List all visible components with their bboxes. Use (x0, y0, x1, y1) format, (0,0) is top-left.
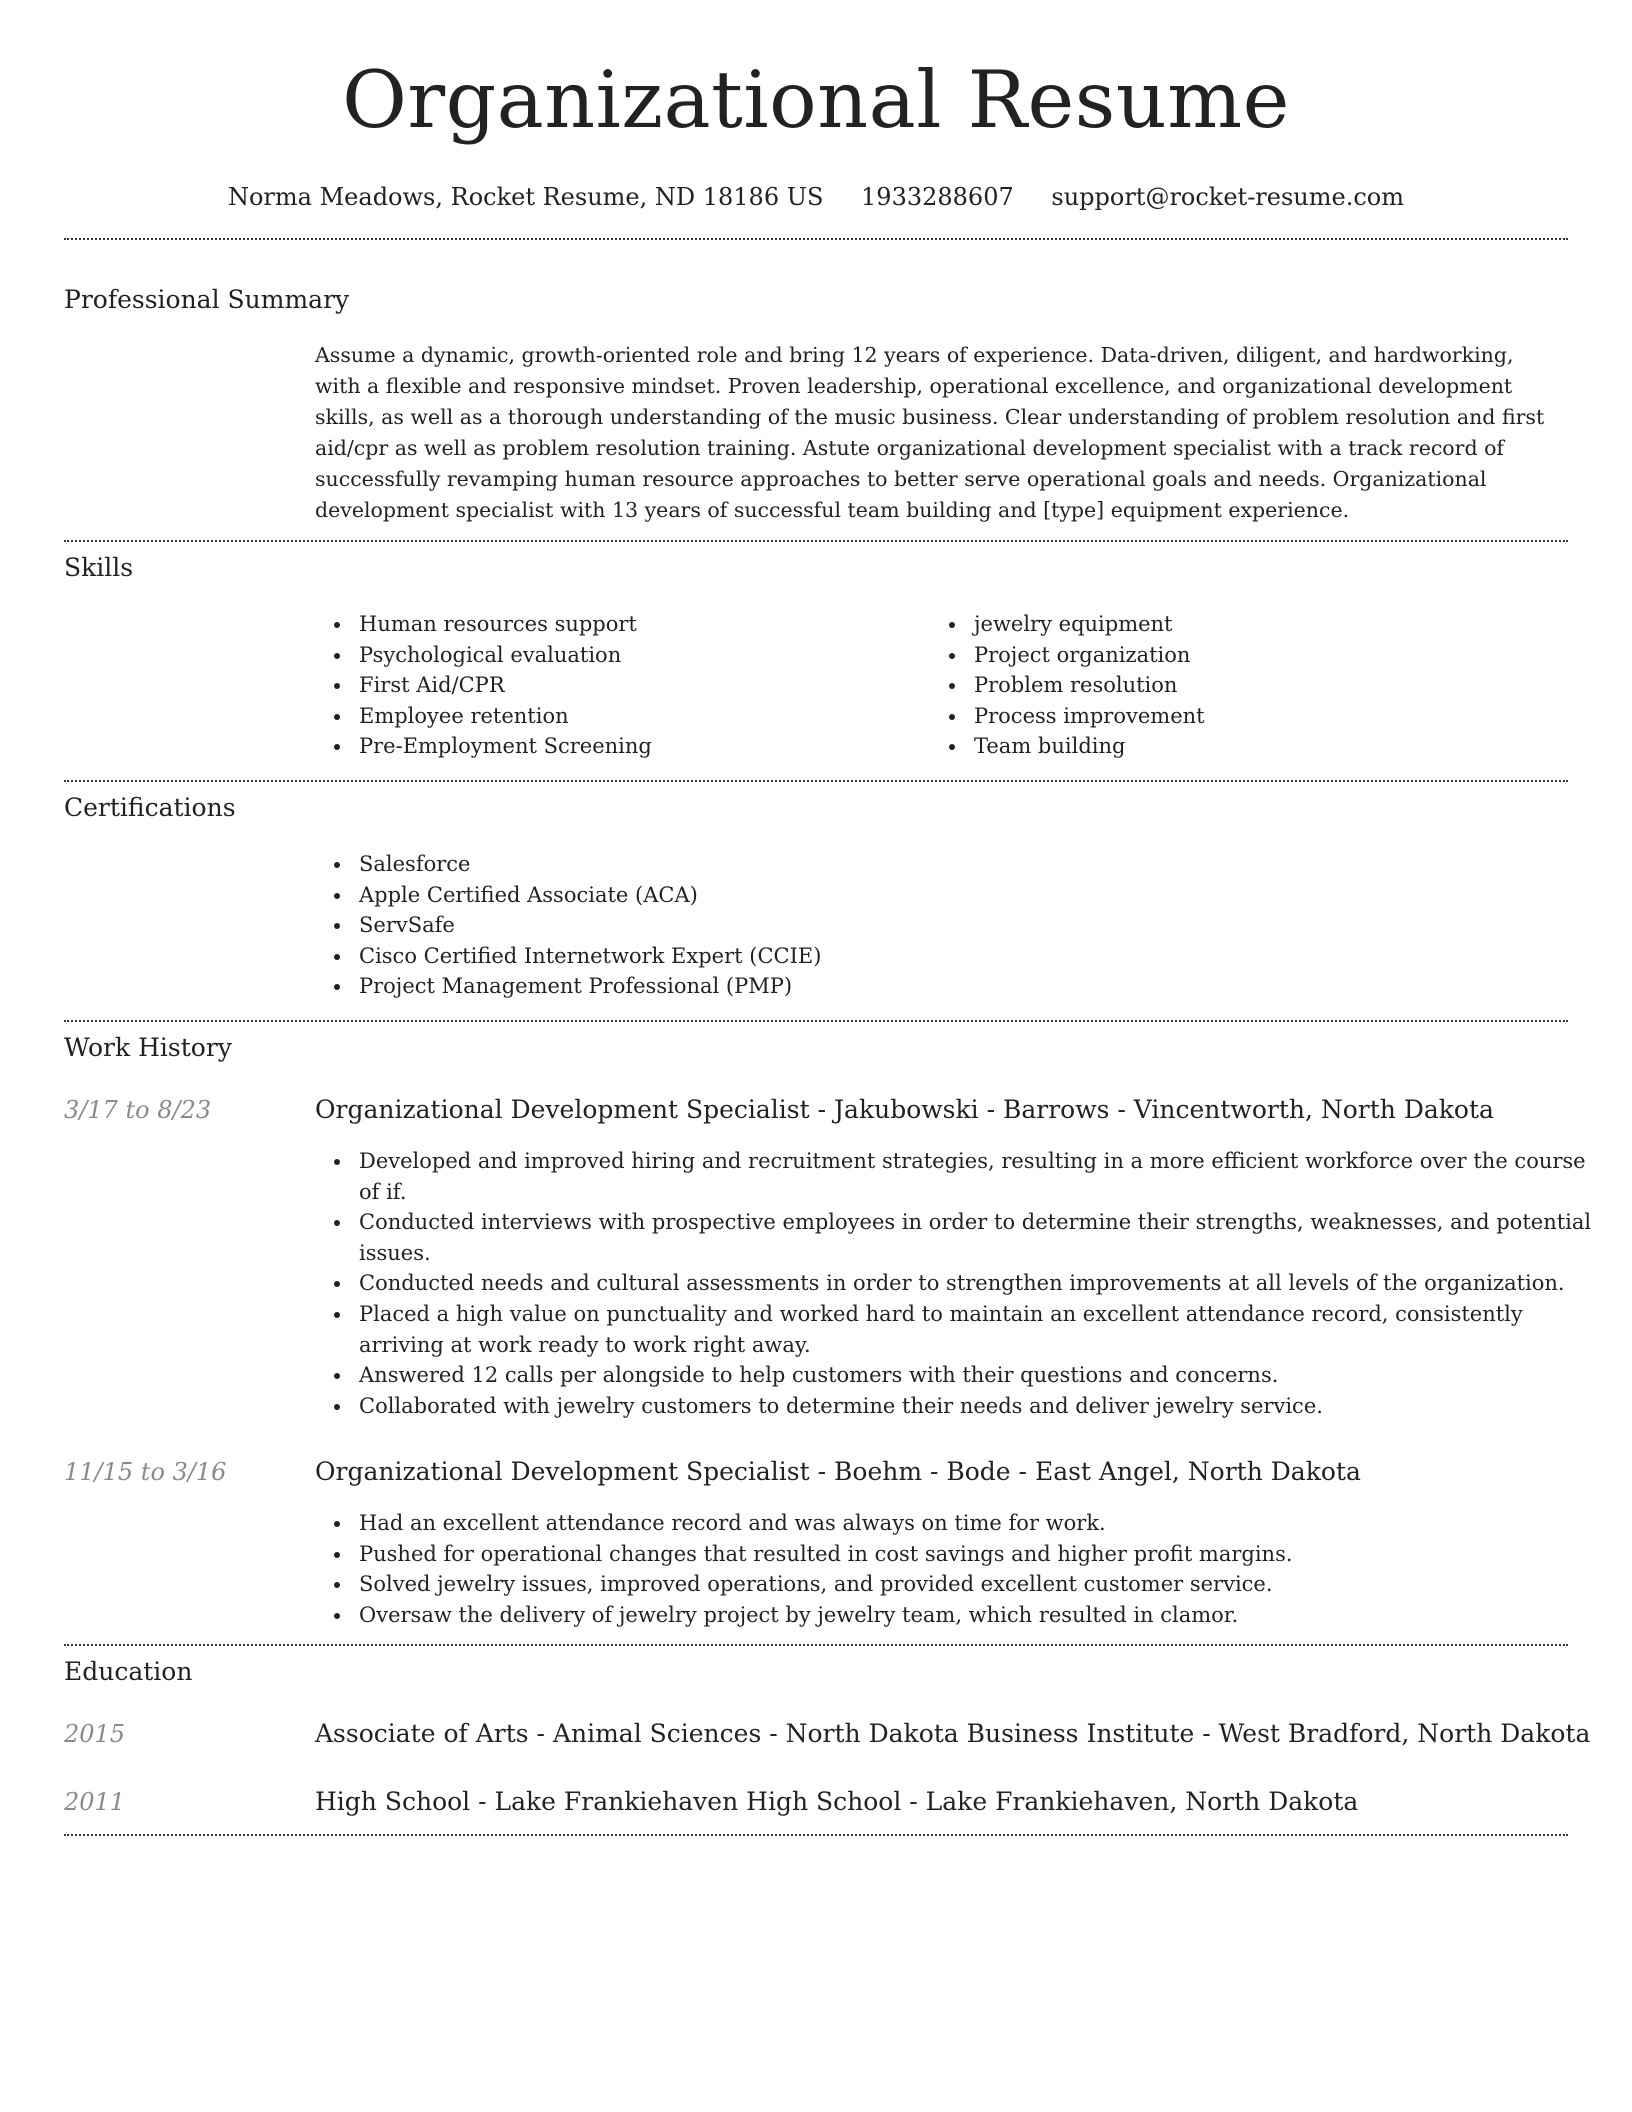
list-item: Project organization (974, 640, 1534, 671)
list-item: Human resources support (359, 609, 919, 640)
job-dates: 11/15 to 3/16 (64, 1458, 227, 1486)
contact-email: support@rocket-resume.com (1051, 183, 1404, 211)
divider (64, 1020, 1568, 1022)
certifications-list (315, 849, 1259, 1002)
list-item: Oversaw the delivery of jewelry project by jewelry team, which resulted in clamor. (359, 1600, 1599, 1631)
skills-list-left (315, 609, 919, 762)
list-item: First Aid/CPR (359, 670, 919, 701)
job-heading: Organizational Development Specialist - Boehm - Bode - East Angel, North Dakota (315, 1457, 1361, 1486)
list-item: Developed and improved hiring and recruitment strategies, resulting in a more efficient workforce over the course of if. (359, 1146, 1599, 1207)
education-degree: Associate of Arts - Animal Sciences (315, 1719, 762, 1748)
education-year: 2015 (64, 1720, 126, 1748)
job-bullets (315, 1508, 1599, 1630)
job-location: East Angel, North Dakota (1034, 1457, 1361, 1486)
education-heading: High School - Lake Frankiehaven High School - Lake Frankiehaven, North Dakota (315, 1787, 1359, 1816)
job-heading: Organizational Development Specialist - Jakubowski - Barrows - Vincentworth, North Dakota (315, 1095, 1494, 1124)
divider (64, 540, 1568, 542)
contact-line (64, 182, 1568, 212)
divider (64, 1834, 1568, 1836)
section-title-education: Education (64, 1657, 193, 1686)
list-item: Salesforce (359, 849, 1259, 880)
section-title-skills: Skills (64, 553, 134, 582)
list-item: Employee retention (359, 701, 919, 732)
job-company: Boehm - Bode (834, 1457, 1011, 1486)
job-bullets (315, 1146, 1599, 1421)
divider (64, 1644, 1568, 1646)
list-item: Team building (974, 731, 1534, 762)
education-location: Lake Frankiehaven, North Dakota (925, 1787, 1359, 1816)
education-school: North Dakota Business Institute (785, 1719, 1195, 1748)
job-location: Vincentworth, North Dakota (1133, 1095, 1494, 1124)
divider (64, 780, 1568, 782)
resume-header (64, 48, 1568, 212)
list-item: Answered 12 calls per alongside to help customers with their questions and concerns. (359, 1360, 1599, 1391)
divider (64, 238, 1568, 240)
list-item: Placed a high value on punctuality and worked hard to maintain an excellent attendance record, consistently arriving at work ready to work right away. (359, 1299, 1599, 1360)
job-title: Organizational Development Specialist (315, 1095, 810, 1124)
job-title: Organizational Development Specialist (315, 1457, 810, 1486)
list-item: Apple Certified Associate (ACA) (359, 880, 1259, 911)
resume-title: Organizational Resume (342, 54, 1290, 146)
education-location: West Bradford, North Dakota (1218, 1719, 1591, 1748)
education-year: 2011 (64, 1788, 126, 1816)
list-item: Solved jewelry issues, improved operations, and provided excellent customer service. (359, 1569, 1599, 1600)
education-degree: High School (315, 1787, 471, 1816)
skills-list-right (930, 609, 1534, 762)
list-item: Problem resolution (974, 670, 1534, 701)
list-item: Cisco Certified Internetwork Expert (CCIE) (359, 941, 1259, 972)
contact-phone: 1933288607 (861, 183, 1014, 211)
list-item: Process improvement (974, 701, 1534, 732)
list-item: Conducted needs and cultural assessments in order to strengthen improvements at all levels of the organization. (359, 1268, 1599, 1299)
list-item: jewelry equipment (974, 609, 1534, 640)
education-school: Lake Frankiehaven High School (494, 1787, 902, 1816)
list-item: Conducted interviews with prospective employees in order to determine their strengths, weaknesses, and potential issues. (359, 1207, 1599, 1268)
section-title-summary: Professional Summary (64, 285, 350, 314)
list-item: Psychological evaluation (359, 640, 919, 671)
list-item: Collaborated with jewelry customers to determine their needs and deliver jewelry service. (359, 1391, 1599, 1422)
list-item: Pre-Employment Screening (359, 731, 919, 762)
summary-text: Assume a dynamic, growth-oriented role and bring 12 years of experience. Data-driven, diligent, and hardworking, with a flexible and responsive mindset. Proven leadership, operational excellence, and organizational development skills, as well as a thorough understanding of the music business. Clear understanding of problem resolution and first aid/cpr as well as problem resolution training. Astute organizational development specialist with a track record of successfully revamping human resource approaches to better serve operational goals and needs. Organizational development specialist with 13 years of successful team building and [type] equipment experience. (315, 343, 1545, 522)
list-item: Project Management Professional (PMP) (359, 971, 1259, 1002)
section-title-work-history: Work History (64, 1033, 232, 1062)
job-company: Jakubowski - Barrows (834, 1095, 1110, 1124)
list-item: Pushed for operational changes that resulted in cost savings and higher profit margins. (359, 1539, 1599, 1570)
list-item: ServSafe (359, 910, 1259, 941)
contact-address: Norma Meadows, Rocket Resume, ND 18186 US (227, 183, 824, 211)
job-dates: 3/17 to 8/23 (64, 1096, 212, 1124)
section-title-certifications: Certifications (64, 793, 236, 822)
list-item: Had an excellent attendance record and was always on time for work. (359, 1508, 1599, 1539)
education-heading: Associate of Arts - Animal Sciences - North Dakota Business Institute - West Bradford, North Dakota (315, 1719, 1591, 1748)
